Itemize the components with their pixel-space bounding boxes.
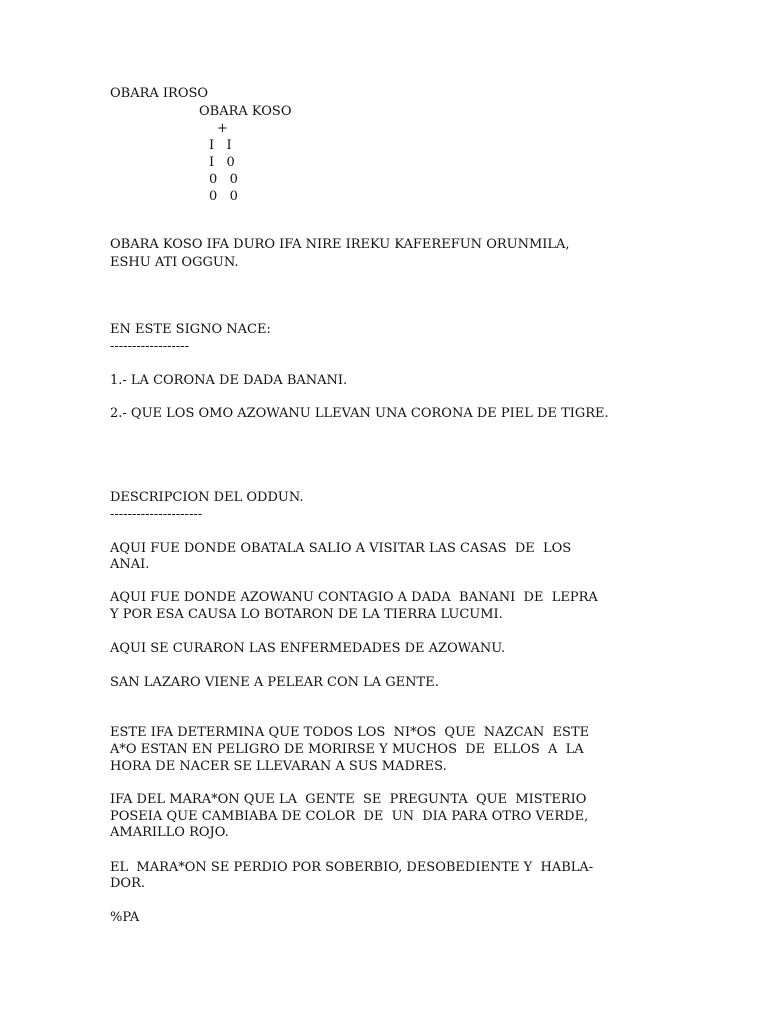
paragraph-line: EL MARA*ON SE PERDIO POR SOBERBIO, DESOBEDIENTE Y HABLA- [110,860,594,875]
paragraph-line: POSEIA QUE CAMBIABA DE COLOR DE UN DIA PARA OTRO VERDE, [110,809,589,824]
paragraph-line: HORA DE NACER SE LLEVARAN A SUS MADRES. [110,759,447,774]
paragraph-line: %PA [110,910,140,925]
sign-mark: + [217,121,228,136]
nace-heading: EN ESTE SIGNO NACE: [110,322,271,337]
intro-line-2: ESHU ATI OGGUN. [110,255,239,270]
nace-item: 1.- LA CORONA DE DADA BANANI. [110,373,348,388]
paragraph-line: Y POR ESA CAUSA LO BOTARON DE LA TIERRA LUCUMI. [110,607,503,622]
document-title: OBARA IROSO [110,86,209,101]
paragraph-line: AQUI FUE DONDE AZOWANU CONTAGIO A DADA BANANI DE LEPRA [110,590,598,605]
paragraph-line: ANAI. [110,557,150,572]
sign-row-3: 0 0 [209,172,238,187]
sign-row-1: I I [209,138,232,153]
paragraph-line: DOR. [110,876,146,891]
paragraph-line: AQUI SE CURARON LAS ENFERMEDADES DE AZOWANU. [110,641,506,656]
paragraph-line: AQUI FUE DONDE OBATALA SALIO A VISITAR LAS CASAS DE LOS [110,541,572,556]
descripcion-rule: --------------------- [110,507,203,522]
nace-item: 2.- QUE LOS OMO AZOWANU LLEVAN UNA CORONA DE PIEL DE TIGRE. [110,406,609,421]
intro-line-1: OBARA KOSO IFA DURO IFA NIRE IREKU KAFEREFUN ORUNMILA, [110,237,570,252]
paragraph-line: ESTE IFA DETERMINA QUE TODOS LOS NI*OS QUE NAZCAN ESTE [110,725,590,740]
paragraph-line: AMARILLO ROJO. [110,825,229,840]
sign-row-4: 0 0 [209,189,238,204]
sign-row-2: I 0 [209,155,235,170]
paragraph-line: IFA DEL MARA*ON QUE LA GENTE SE PREGUNTA QUE MISTERIO [110,792,587,807]
descripcion-heading: DESCRIPCION DEL ODDUN. [110,490,304,505]
sign-name: OBARA KOSO [199,104,292,119]
nace-rule: ------------------ [110,339,190,354]
paragraph-line: SAN LAZARO VIENE A PELEAR CON LA GENTE. [110,675,439,690]
paragraph-line: A*O ESTAN EN PELIGRO DE MORIRSE Y MUCHOS DE ELLOS A LA [110,742,584,757]
